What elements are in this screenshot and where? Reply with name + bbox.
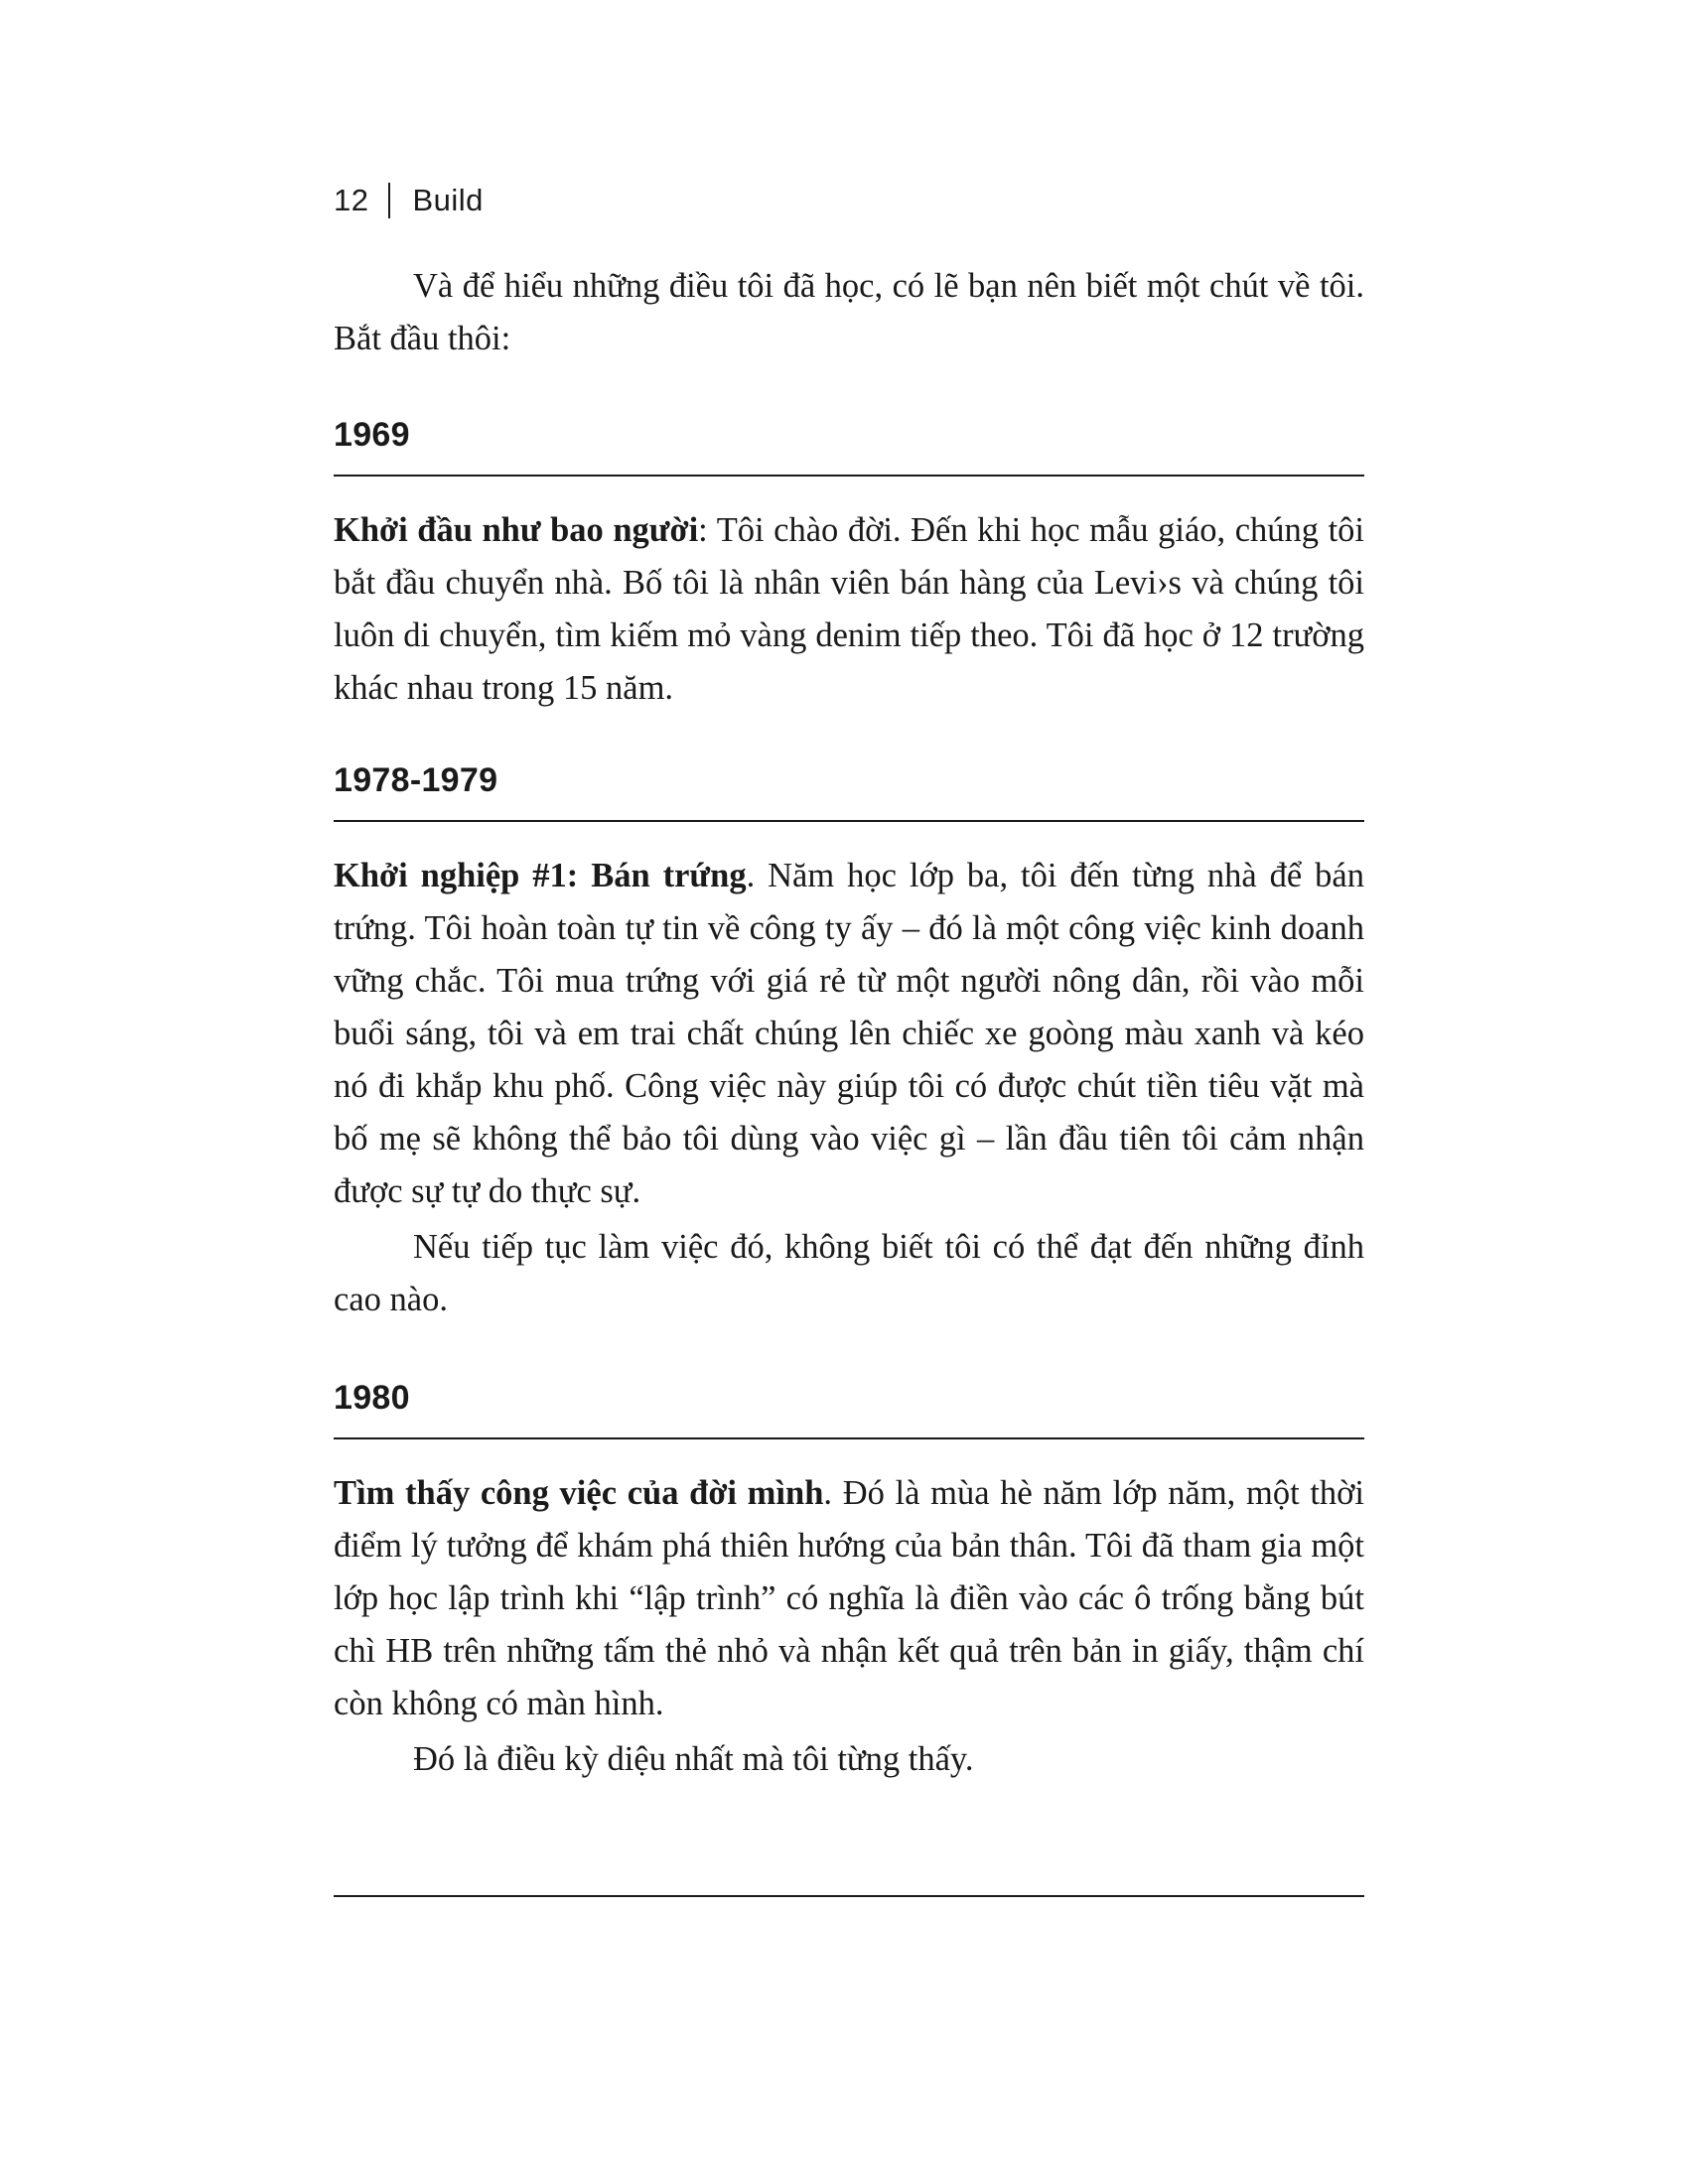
entry-body (334, 850, 1364, 1326)
entry-paragraph (334, 504, 1364, 715)
running-head (334, 183, 484, 218)
entry-text: . Năm học lớp ba, tôi đến từng nhà để bán trứng. Tôi hoàn toàn tự tin về công ty ấy – đó là một công việc kinh doanh vững chắc. Tôi mua trứng với giá rẻ từ một người nông dân, rồi vào mỗi buổi sáng, tôi và em trai chất chúng lên chiếc xe goòng màu xanh và kéo nó đi khắp khu phố. Công việc này giúp tôi có được chút tiền tiêu vặt mà bố mẹ sẽ không thể bảo tôi dùng vào việc gì – lần đầu tiên tôi cảm nhận được sự tự do thực sự. (334, 857, 1364, 1210)
entry-body (334, 504, 1364, 715)
header-separator (388, 183, 390, 218)
year-divider (334, 1437, 1364, 1439)
entry-year: 1969 (334, 416, 410, 454)
timeline-entry-1978-1979 (334, 760, 1364, 1326)
entry-lead: Tìm thấy công việc của đời mình (334, 1474, 824, 1512)
page-number: 12 (334, 183, 369, 217)
book-title: Build (412, 183, 484, 217)
entry-paragraph (334, 850, 1364, 1218)
entry-lead: Khởi đầu như bao người (334, 511, 699, 549)
entry-paragraph (334, 1467, 1364, 1730)
timeline-entry-1969 (334, 415, 1364, 715)
entry-text: : Tôi chào đời. Đến khi học mẫu giáo, chúng tôi bắt đầu chuyển nhà. Bố tôi là nhân viên bán hàng của Levi›s và chúng tôi luôn di chuyển, tìm kiếm mỏ vàng denim tiếp theo. Tôi đã học ở 12 trường khác nhau trong 15 năm. (334, 511, 1364, 707)
year-divider (334, 820, 1364, 822)
timeline-entry-1980 (334, 1378, 1364, 1786)
entry-lead: Khởi nghiệp #1: Bán trứng (334, 857, 747, 894)
bottom-divider (334, 1895, 1364, 1897)
intro-paragraph: Và để hiểu những điều tôi đã học, có lẽ bạn nên biết một chút về tôi. Bắt đầu thôi: (334, 267, 1364, 357)
intro-section (334, 260, 1364, 365)
entry-year: 1978-1979 (334, 761, 498, 799)
entry-body (334, 1467, 1364, 1786)
entry-paragraph: Nếu tiếp tục làm việc đó, không biết tôi có thể đạt đến những đỉnh cao nào. (334, 1228, 1364, 1318)
entry-paragraph: Đó là điều kỳ diệu nhất mà tôi từng thấy. (413, 1740, 974, 1778)
entry-year: 1980 (334, 1379, 410, 1417)
entry-text: . Đó là mùa hè năm lớp năm, một thời điểm lý tưởng để khám phá thiên hướng của bản thân. Tôi đã tham gia một lớp học lập trình khi “lập trình” có nghĩa là điền vào các ô trống bằng bút chì HB trên những tấm thẻ nhỏ và nhận kết quả trên bản in giấy, thậm chí còn không có màn hình. (334, 1474, 1365, 1722)
year-divider (334, 475, 1364, 477)
